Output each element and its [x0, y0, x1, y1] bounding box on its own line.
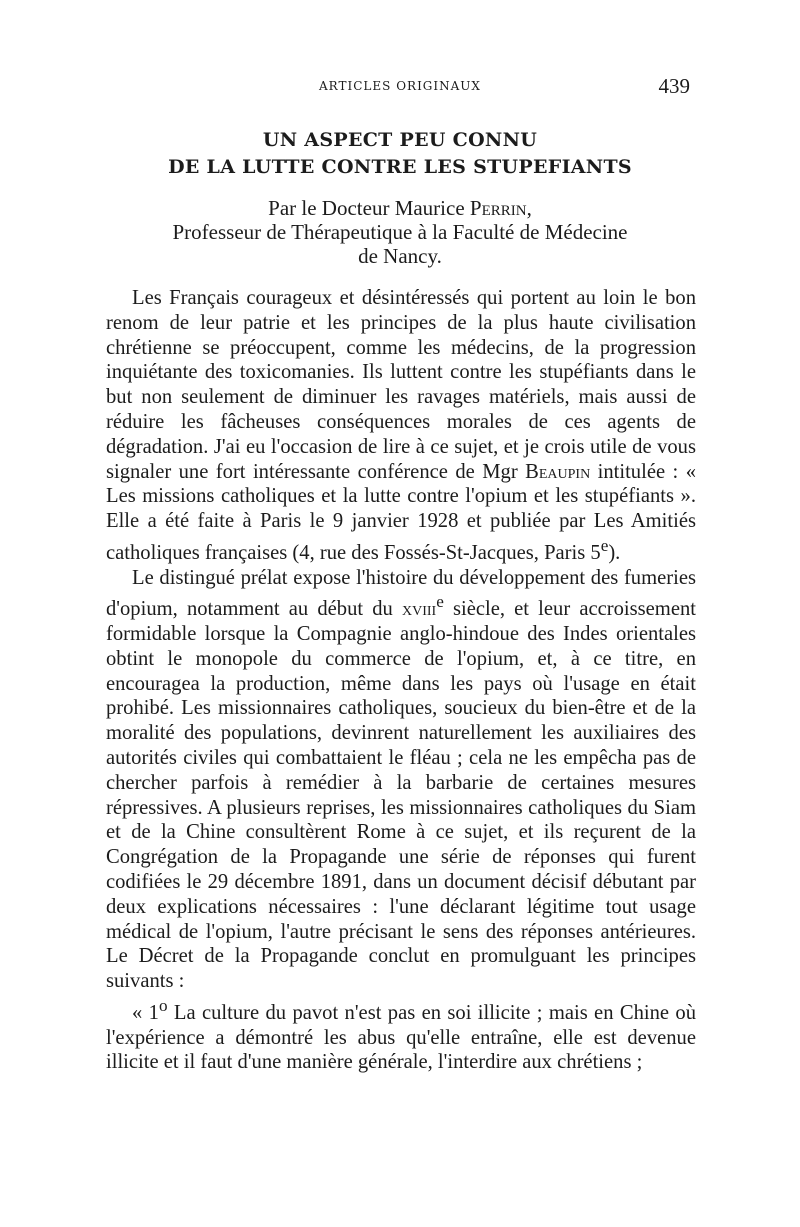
paragraph-1-text-a: Les Français courageux et désintéressés qui portent au loin le bon renom de leur patrie et les principes de la plus haute civilisation chrétienne se préoccupent, comme les médecins, de la progression inquiétante des toxicomanies. Ils luttent contre les stupéfiants dans le but non seulement de diminuer les ravages matériels, mais aussi de réduire les fâcheuses conséquences morales de ces agents de dégradation. J'ai eu l'occasion de lire à ce sujet, et je crois utile de vous signaler une fort intéressante conférence de Mgr — [106, 287, 696, 483]
byline-affiliation-line: Professeur de Thérapeutique à la Faculté de Médecine — [172, 220, 628, 244]
paragraph-3 — [106, 994, 696, 1075]
byline-author-line — [108, 196, 692, 220]
paragraph-1 — [106, 286, 696, 566]
paragraph-2-century: xviii — [401, 598, 437, 621]
paragraph-1-text-c: ). — [608, 541, 621, 564]
byline-city-line: de Nancy. — [358, 244, 442, 268]
paragraph-3-text-a: « 1 — [132, 1001, 159, 1024]
article-title-line-1: UN ASPECT PEU CONNU — [262, 129, 538, 151]
author-surname: Perrin — [469, 196, 527, 220]
paragraph-2-text-a: Le distingué prélat expose l'histoire du développement des fumeries d'opium, notamment au début du — [106, 566, 696, 621]
paragraph-1-superscript: e — [600, 535, 609, 555]
paragraph-3-superscript: o — [158, 996, 168, 1016]
article-title-line-2: DE LA LUTTE CONTRE LES STUPEFIANTS — [168, 156, 632, 178]
paragraph-1-name: Beaupin — [525, 460, 591, 483]
paragraph-3-text-b: La culture du pavot n'est pas en soi illicite ; mais en Chine où l'expérience a démontré les abus qu'elle entraîne, elle est devenue illicite et il faut d'une manière générale, l'interdire aux chrétiens ; — [106, 1001, 696, 1074]
paragraph-2-superscript: e — [436, 592, 444, 612]
byline-prefix: Par le Docteur Maurice — [268, 196, 470, 220]
running-header — [108, 74, 692, 98]
page-number: 439 — [658, 74, 690, 98]
running-title: ARTICLES ORIGINAUX — [319, 79, 481, 93]
byline-comma: , — [526, 196, 532, 220]
article-body — [106, 286, 696, 1075]
author-byline — [108, 196, 692, 268]
paragraph-2-text-b: siècle, et leur accroissement formidable lorsque la Compagnie anglo-hindoue des Indes orientales obtint le monopole du commerce de l'opium, et, à ce titre, en encouragea la production, même dans les pays où l'usage en était prohibé. Les missionnaires catholiques, soucieux du bien-être et de la moralité des populations, devinrent naturellement les auxiliaires des autorités civiles qui combattaient le fléau ; cela ne les empêcha pas de chercher parfois à remédier à la barbarie de certaines mesures répressives. A plusieurs reprises, les missionnaires catholiques du Siam et de la Chine consultèrent Rome à ce sujet, et ils reçurent de la Congrégation de la Propagande une série de réponses qui furent codifiées le 29 décembre 1891, dans un document décisif débutant par deux explications nécessaires : l'une déclarant légitime tout usage médical de l'opium, l'autre précisant le sens des réponses antérieures. Le Décret de la Propagande conclut en promulguant les principes suivants : — [106, 598, 696, 993]
paragraph-1-text-b: intitulée : « Les missions catholiques et la lutte contre l'opium et les stupéfiants ». Elle a été faite à Paris le 9 janvier 1928 et publiée par Les Amitiés catholiques françaises (4, rue des Fossés-St-Jacques, Paris 5 — [106, 460, 696, 564]
paragraph-2 — [106, 566, 696, 994]
article-title — [108, 127, 692, 181]
